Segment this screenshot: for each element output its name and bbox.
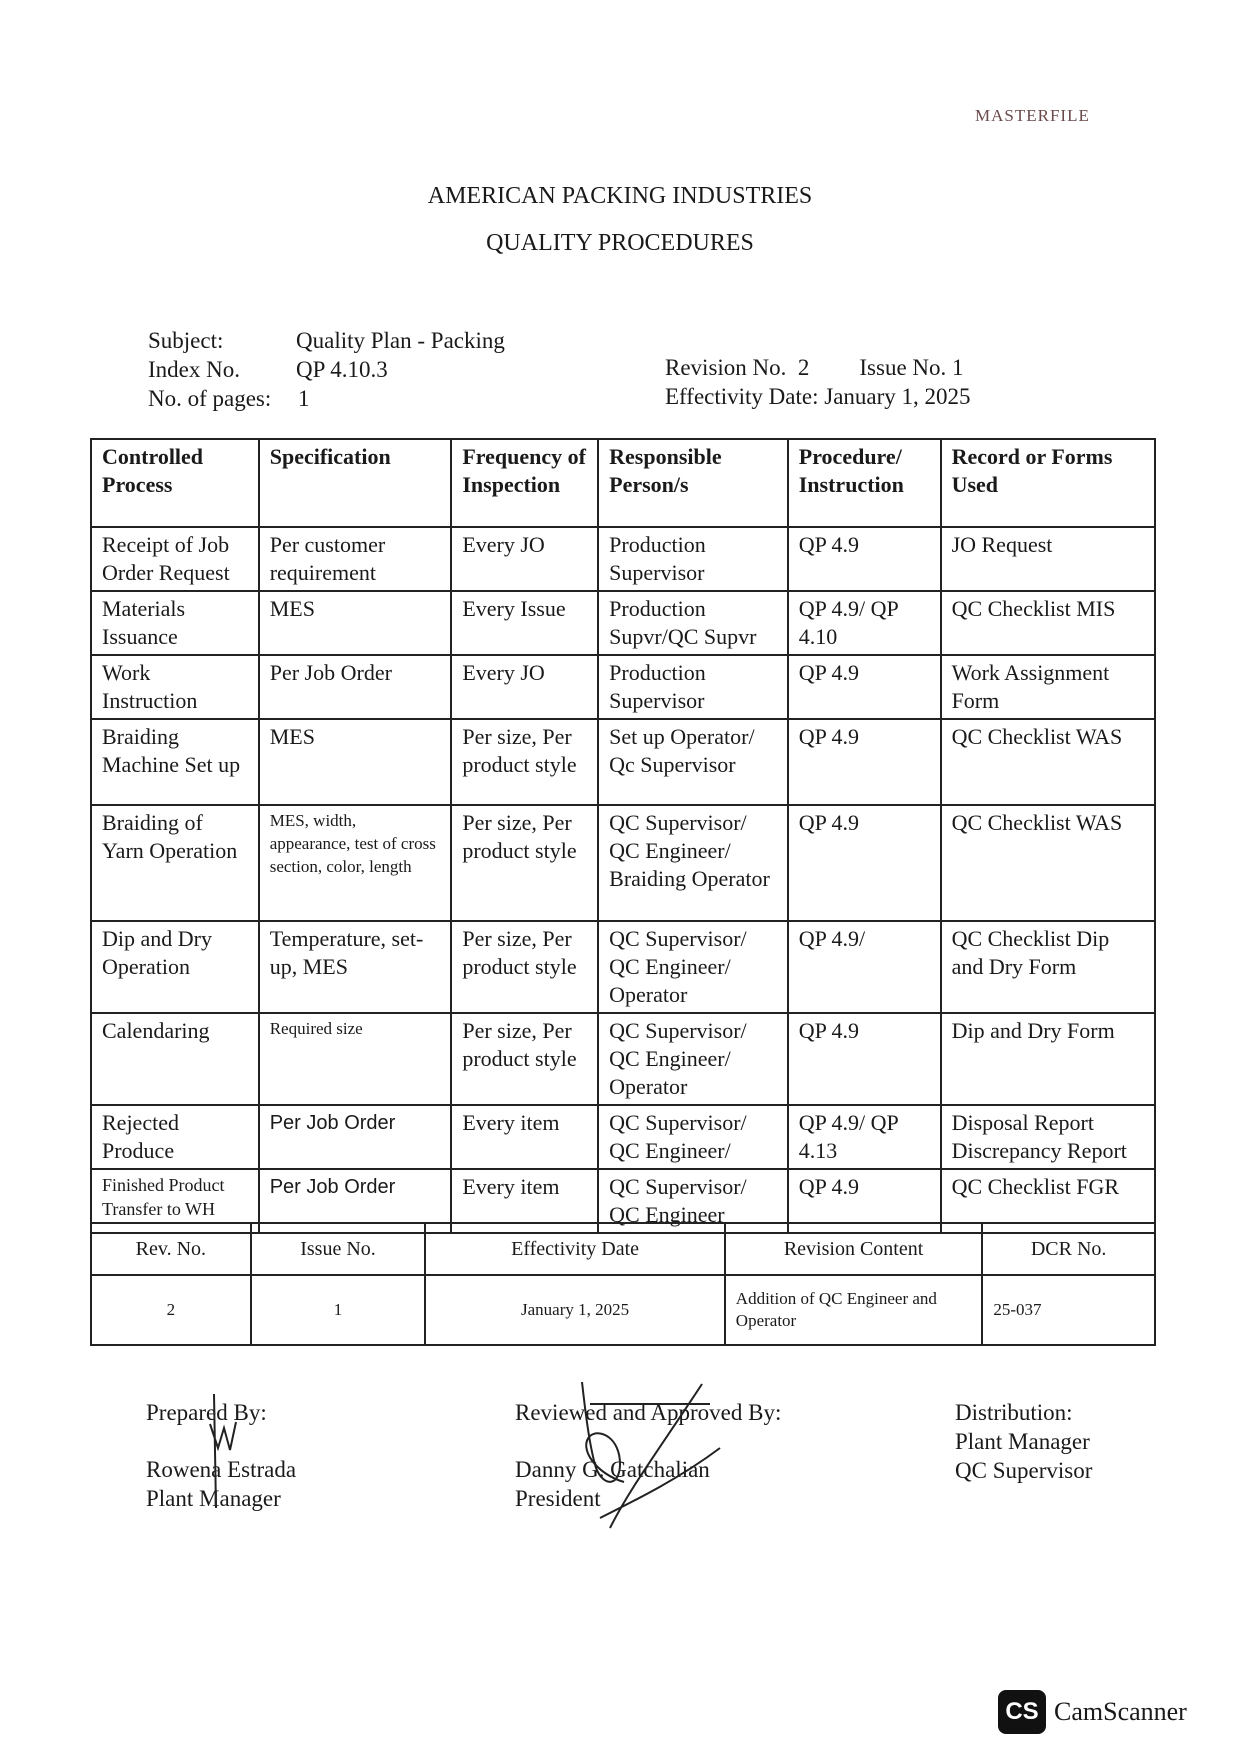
cell-records: QC Checklist MIS	[941, 591, 1155, 655]
header-responsible: Responsible Person/s	[598, 439, 788, 527]
cell-procedure: QP 4.9	[788, 1169, 941, 1233]
company-name: AMERICAN PACKING INDUSTRIES	[427, 183, 813, 209]
cell-frequency: Every Issue	[451, 591, 598, 655]
cell-responsible: QC Supervisor/ QC Engineer/	[598, 1105, 788, 1169]
cell-specification: MES	[259, 591, 452, 655]
document-type: QUALITY PROCEDURES	[486, 230, 754, 256]
issue-no-value: 1	[251, 1275, 426, 1345]
cell-specification: Required size	[259, 1013, 452, 1105]
cell-process: Braiding Machine Set up	[91, 719, 259, 805]
cell-records: QC Checklist WAS	[941, 719, 1155, 805]
cell-process: Rejected Produce	[91, 1105, 259, 1169]
prepared-by-name: Rowena Estrada	[146, 1457, 297, 1482]
cell-specification: Temperature, set-up, MES	[259, 921, 452, 1013]
prepared-by-title: Plant Manager	[146, 1486, 281, 1511]
camscanner-logo: CS	[998, 1690, 1046, 1734]
meta-values	[296, 326, 505, 413]
cell-procedure: QP 4.9	[788, 1013, 941, 1105]
cell-specification: MES, width, appearance, test of cross section, color, length	[259, 805, 452, 921]
distribution-label: Distribution:	[955, 1400, 1073, 1425]
cell-specification: MES	[259, 719, 452, 805]
masterfile-stamp: MASTERFILE	[975, 106, 1090, 125]
meta-revision-block	[665, 353, 971, 411]
cell-specification: Per Job Order	[259, 1105, 452, 1169]
cell-process: Dip and Dry Operation	[91, 921, 259, 1013]
cell-responsible: QC Supervisor/ QC Engineer/ Operator	[598, 921, 788, 1013]
cell-specification: Per Job Order	[259, 655, 452, 719]
cell-records: Disposal Report Discrepancy Report	[941, 1105, 1155, 1169]
pages-label: No. of pages:	[148, 386, 272, 411]
cell-frequency: Per size, Per product style	[451, 1013, 598, 1105]
distribution-item: QC Supervisor	[955, 1458, 1093, 1483]
pages-value: 1	[298, 386, 310, 411]
cell-specification: Per Job Order	[259, 1169, 452, 1233]
meta-labels	[148, 326, 271, 413]
cell-process: Braiding of Yarn Operation	[91, 805, 259, 921]
revision-header-row	[91, 1223, 1155, 1275]
cell-process: Work Instruction	[91, 655, 259, 719]
revision-row	[91, 1275, 1155, 1345]
cell-frequency: Every JO	[451, 655, 598, 719]
cell-specification: Per customer requirement	[259, 527, 452, 591]
revision-content-value: Addition of QC Engineer and Operator	[725, 1275, 983, 1345]
quality-plan-table	[90, 438, 1156, 1234]
cell-procedure: QP 4.9/	[788, 921, 941, 1013]
cell-frequency: Every JO	[451, 527, 598, 591]
table-row	[91, 1013, 1155, 1105]
revision-no: Revision No. 2	[665, 355, 810, 380]
header-revision-content: Revision Content	[725, 1223, 983, 1275]
prepared-by-label: Prepared By:	[146, 1400, 267, 1425]
cell-procedure: QP 4.9	[788, 655, 941, 719]
header-effectivity-date: Effectivity Date	[425, 1223, 724, 1275]
table-row	[91, 527, 1155, 591]
cell-process: Materials Issuance	[91, 591, 259, 655]
cell-responsible: Set up Operator/ Qc Supervisor	[598, 719, 788, 805]
dcr-no-value: 25-037	[982, 1275, 1155, 1345]
header-specification: Specification	[259, 439, 452, 527]
cell-frequency: Per size, Per product style	[451, 719, 598, 805]
effectivity-date-value: January 1, 2025	[425, 1275, 724, 1345]
cell-responsible: Production Supvr/QC Supvr	[598, 591, 788, 655]
issue-no: Issue No. 1	[859, 355, 964, 380]
cell-frequency: Per size, Per product style	[451, 805, 598, 921]
effectivity-date: Effectivity Date: January 1, 2025	[665, 384, 971, 409]
reviewed-by-label: Reviewed and Approved By:	[515, 1400, 782, 1425]
cell-frequency: Every item	[451, 1105, 598, 1169]
table-row	[91, 591, 1155, 655]
cell-records: QC Checklist FGR	[941, 1169, 1155, 1233]
revision-history-table	[90, 1222, 1156, 1346]
table-row	[91, 719, 1155, 805]
index-label: Index No.	[148, 357, 240, 382]
table-row	[91, 921, 1155, 1013]
cell-responsible: Production Supervisor	[598, 527, 788, 591]
header-procedure: Procedure/ Instruction	[788, 439, 941, 527]
cell-process: Calendaring	[91, 1013, 259, 1105]
cell-records: QC Checklist WAS	[941, 805, 1155, 921]
cell-procedure: QP 4.9	[788, 805, 941, 921]
cell-procedure: QP 4.9	[788, 527, 941, 591]
cell-procedure: QP 4.9	[788, 719, 941, 805]
reviewed-by-name: Danny G. Gatchalian	[515, 1457, 710, 1482]
header-dcr-no: DCR No.	[982, 1223, 1155, 1275]
cell-records: Work Assignment Form	[941, 655, 1155, 719]
header-issue-no: Issue No.	[251, 1223, 426, 1275]
cell-records: QC Checklist Dip and Dry Form	[941, 921, 1155, 1013]
distribution-item: Plant Manager	[955, 1429, 1090, 1454]
index-value: QP 4.10.3	[296, 357, 388, 382]
camscanner-watermark: CamScanner	[1054, 1697, 1187, 1726]
reviewed-by-title: President	[515, 1486, 601, 1511]
cell-responsible: Production Supervisor	[598, 655, 788, 719]
table-row	[91, 805, 1155, 921]
signature-prepared-mark	[200, 1388, 260, 1518]
table-row	[91, 655, 1155, 719]
subject-value: Quality Plan - Packing	[296, 328, 505, 353]
header-controlled-process: Controlled Process	[91, 439, 259, 527]
cell-frequency: Per size, Per product style	[451, 921, 598, 1013]
header-frequency: Frequency of Inspection	[451, 439, 598, 527]
cell-process: Finished Product Transfer to WH	[91, 1169, 259, 1233]
cell-responsible: QC Supervisor/ QC Engineer/ Operator	[598, 1013, 788, 1105]
cell-procedure: QP 4.9/ QP 4.13	[788, 1105, 941, 1169]
table-row	[91, 1105, 1155, 1169]
cell-frequency: Every item	[451, 1169, 598, 1233]
cell-records: Dip and Dry Form	[941, 1013, 1155, 1105]
cell-procedure: QP 4.9/ QP 4.10	[788, 591, 941, 655]
cell-responsible: QC Supervisor/ QC Engineer/ Braiding Operator	[598, 805, 788, 921]
distribution-block	[955, 1398, 1092, 1485]
cell-process: Receipt of Job Order Request	[91, 527, 259, 591]
cell-responsible: QC Supervisor/ QC Engineer	[598, 1169, 788, 1233]
subject-label: Subject:	[148, 328, 224, 353]
header-records: Record or Forms Used	[941, 439, 1155, 527]
signature-reviewed-mark	[560, 1378, 760, 1538]
rev-no-value: 2	[91, 1275, 251, 1345]
cell-records: JO Request	[941, 527, 1155, 591]
header-rev-no: Rev. No.	[91, 1223, 251, 1275]
table-header-row	[91, 439, 1155, 527]
